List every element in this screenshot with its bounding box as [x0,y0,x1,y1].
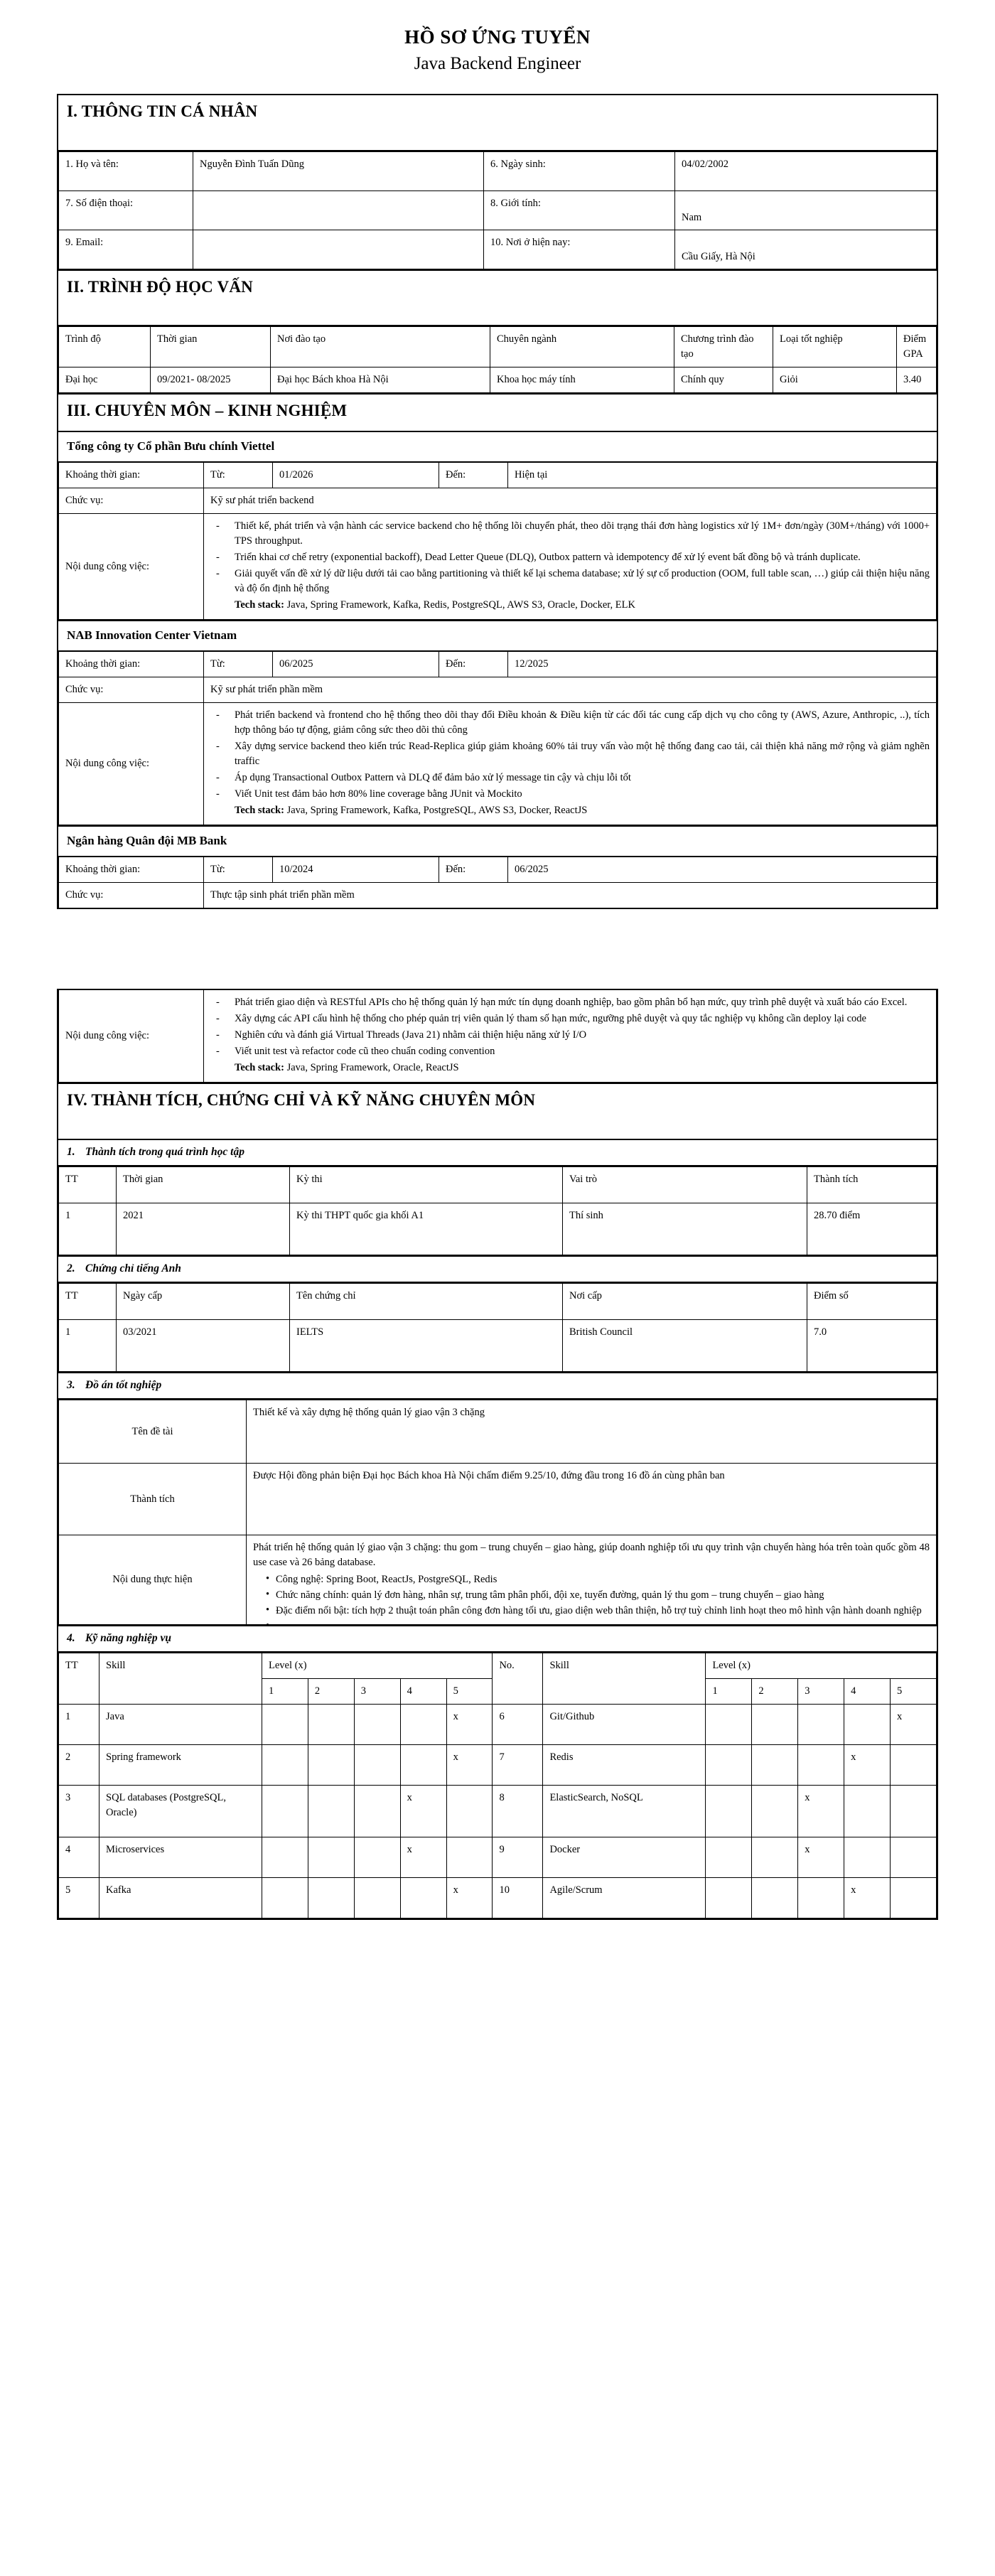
subsection-1-heading [58,1140,937,1166]
skill-name-2: Agile/Scrum [543,1878,706,1918]
tech-stack-label: Tech stack: [235,599,284,611]
subsection-1-number: 1. [67,1146,75,1159]
table-row [59,1203,937,1255]
list-item: - Viết unit test và refactor code cũ theo chuẩn coding convention [210,1044,930,1059]
from-value: 06/2025 [273,652,439,677]
page-subtitle: Java Backend Engineer [414,53,581,73]
to-label: Đến: [439,857,508,883]
gender-value: Nam [675,190,937,230]
skill-level-4: x [400,1786,446,1837]
col-level: Trình độ [59,327,151,367]
edu-grade: Giỏi [773,367,897,393]
skill-name: Kafka [100,1878,262,1918]
list-item: - Xây dựng service backend theo kiến trúc Read-Replica giúp giảm khoảng 60% tải truy vấn vào một hệ thống đang cao tải, cải thiện khả năng mở rộng và giảm nghẽn traffic [210,739,930,769]
table-row [59,1878,937,1918]
achievements-table [58,1166,937,1255]
skill-tt: 3 [59,1786,100,1837]
thesis-achievement-value: Được Hội đồng phản biện Đại học Bách khoa Hà Nội chấm điểm 9.25/10, đứng đầu trong 16 đồ án cùng phân ban [247,1464,937,1535]
list-item: - Thiết kế, phát triển và vận hành các service backend cho hệ thống lõi chuyển phát, theo dõi trạng thái đơn hàng logistics xử lý 1M+ đơn/ngày (30M+/tháng) với 1000+ TPS throughput. [210,519,930,549]
table-row [59,151,937,190]
position-label: Chức vụ: [59,883,204,908]
position-label: Chức vụ: [59,677,204,703]
edu-level: Đại học [59,367,151,393]
col-level-3: 3 [354,1679,400,1705]
position-value: Kỹ sư phát triển backend [204,488,937,514]
experience-table-viettel [58,462,937,620]
skill2-level-4 [844,1705,891,1745]
skill-level-2 [308,1837,354,1878]
skill-level-4: x [400,1837,446,1878]
tech-stack-label: Tech stack: [235,1062,284,1074]
table-header-row [59,1284,937,1320]
skill2-level-5: x [891,1705,937,1745]
section-personal-info [57,94,938,271]
list-item: - Áp dụng Transactional Outbox Pattern và DLQ để đảm bảo xử lý message tin cậy và chịu lỗi tốt [210,771,930,785]
period-label: Khoảng thời gian: [59,857,204,883]
duties-label: Nội dung công việc: [59,703,204,825]
page-title: HỒ SƠ ỨNG TUYỂN [404,26,591,48]
list-item: - Giải quyết vấn đề xử lý dữ liệu dưới tải cao bằng partitioning và thiết kế lại schema database; xử lý sự cố production (OOM, full table scan, …) giúp cải thiện hiệu năng và độ ổn định hệ thống [210,567,930,596]
to-value: 12/2025 [508,652,937,677]
duties-value [204,514,937,620]
dob-label: 6. Ngày sinh: [484,151,675,190]
col-level-4: 4 [400,1679,446,1705]
to-value: 06/2025 [508,857,937,883]
section-1-heading: I. THÔNG TIN CÁ NHÂN [58,95,937,151]
skill-level-4 [400,1745,446,1786]
col-level-2: 2 [308,1679,354,1705]
skill2-level-5 [891,1837,937,1878]
section-4-heading: IV. THÀNH TÍCH, CHỨNG CHỈ VÀ KỸ NĂNG CHUYÊN MÔN [58,1084,937,1140]
skill-name-2: ElasticSearch, NoSQL [543,1786,706,1837]
col-date: Ngày cấp [117,1284,290,1320]
edu-place: Đại học Bách khoa Hà Nội [271,367,490,393]
skill-level-3 [354,1745,400,1786]
list-item: • Đặc điểm nổi bật: tích hợp 2 thuật toán phân công đơn hàng tối ưu, giao diện web thân thiện, hỗ trợ tuỳ chỉnh linh hoạt theo mô hình vận hành doanh nghiệp [266,1604,930,1619]
table-row [59,1705,937,1745]
table-header-row [59,1653,937,1679]
company-name-nab: NAB Innovation Center Vietnam [58,620,937,651]
skill2-level-1 [706,1705,752,1745]
skill-name: SQL databases (PostgreSQL, Oracle) [100,1786,262,1837]
skill-name-2: Redis [543,1745,706,1786]
col-level-5: 5 [446,1679,493,1705]
edu-major: Khoa học máy tính [490,367,674,393]
name-label: 1. Họ và tên: [59,151,193,190]
col-tt: TT [59,1653,100,1705]
skill2-level-3 [798,1878,844,1918]
to-value: Hiện tại [508,463,937,488]
subsection-1-title: Thành tích trong quá trình học tập [85,1146,244,1159]
from-value: 10/2024 [273,857,439,883]
list-item: - Triển khai cơ chế retry (exponential backoff), Dead Letter Queue (DLQ), Outbox pattern và idempotency để xử lý event bất đồng bộ và tránh duplicate. [210,550,930,565]
cert-date: 03/2021 [117,1320,290,1372]
table-row [59,190,937,230]
skill2-level-1 [706,1878,752,1918]
document-header [0,0,995,75]
table-row [59,1464,937,1535]
col2-level-4: 4 [844,1679,891,1705]
section-3-heading: III. CHUYÊN MÔN – KINH NGHIỆM [58,395,937,432]
thesis-topic-label: Tên đề tài [59,1400,247,1464]
section-achievements [57,1084,938,1920]
tech-stack [210,1061,930,1075]
ach-result: 28.70 điểm [807,1203,937,1255]
skill-level-3 [354,1837,400,1878]
company-name-viettel: Tổng công ty Cổ phần Bưu chính Viettel [58,432,937,462]
skill-level-2 [308,1705,354,1745]
skill-tt: 1 [59,1705,100,1745]
edu-gpa: 3.40 [897,367,937,393]
period-label: Khoảng thời gian: [59,463,204,488]
to-label: Đến: [439,463,508,488]
cert-issuer: British Council [563,1320,807,1372]
cert-tt: 1 [59,1320,117,1372]
skill-level-5 [446,1837,493,1878]
col-cert-name: Tên chứng chỉ [290,1284,563,1320]
position-value: Kỹ sư phát triển phần mềm [204,677,937,703]
from-label: Từ: [204,857,273,883]
skill-level-3 [354,1786,400,1837]
skill-name: Spring framework [100,1745,262,1786]
skill-level-2 [308,1786,354,1837]
company-name-mbbank: Ngân hàng Quân đội MB Bank [58,825,937,857]
skill2-level-1 [706,1745,752,1786]
ach-exam: Kỳ thi THPT quốc gia khối A1 [290,1203,563,1255]
position-label: Chức vụ: [59,488,204,514]
certificates-table [58,1283,937,1372]
skill-level-2 [308,1745,354,1786]
skill-level-5 [446,1786,493,1837]
duties-value [204,703,937,825]
thesis-content-label: Nội dung thực hiện [59,1535,247,1625]
skill2-level-1 [706,1786,752,1837]
skill-level-5: x [446,1878,493,1918]
skill2-level-4 [844,1837,891,1878]
table-row [59,677,937,703]
skill2-level-2 [752,1705,798,1745]
skill2-level-1 [706,1837,752,1878]
section-experience [57,395,938,909]
skill2-level-4 [844,1786,891,1837]
from-label: Từ: [204,652,273,677]
table-row [59,1320,937,1372]
skill-level-1 [262,1745,308,1786]
skills-table-body [59,1705,937,1918]
skill-level-1 [262,1786,308,1837]
skill-name: Microservices [100,1837,262,1878]
skill2-level-4: x [844,1878,891,1918]
subsection-3-heading [58,1372,937,1400]
skill2-level-2 [752,1878,798,1918]
skill-level-3 [354,1705,400,1745]
subsection-4-heading [58,1625,937,1653]
list-item: - Phát triển backend và frontend cho hệ thống theo dõi thay đổi Điều khoản & Điều kiện từ các đối tác cung cấp dịch vụ cho công ty (AWS, Azure, Anthropic, ..), tích hợp thông báo tự động, giảm công sức theo dõi thủ công [210,708,930,738]
ach-tt: 1 [59,1203,117,1255]
skill-level-4 [400,1705,446,1745]
col-gpa: Điểm GPA [897,327,937,367]
subsection-4-title: Kỹ năng nghiệp vụ [85,1632,172,1645]
skill2-level-2 [752,1786,798,1837]
section-experience-continued [57,989,938,1084]
skill-name: Java [100,1705,262,1745]
from-value: 01/2026 [273,463,439,488]
ach-role: Thí sinh [563,1203,807,1255]
list-item: - Viết Unit test đảm bảo hơn 80% line coverage bằng JUnit và Mockito [210,787,930,802]
col-score: Điểm số [807,1284,937,1320]
skill-name-2: Git/Github [543,1705,706,1745]
personal-info-table [58,151,937,269]
table-row [59,703,937,825]
from-label: Từ: [204,463,273,488]
tech-stack [210,598,930,613]
duties-label: Nội dung công việc: [59,514,204,620]
table-row [59,1745,937,1786]
table-row [59,857,937,883]
thesis-content-value [247,1535,937,1625]
tech-stack-value: Java, Spring Framework, Kafka, PostgreSQL, AWS S3, Docker, ReactJS [284,805,588,817]
skill-level-2 [308,1878,354,1918]
table-header-row [59,1167,937,1203]
col-role: Vai trò [563,1167,807,1203]
skill-tt: 5 [59,1878,100,1918]
section-education [57,271,938,395]
page-break-gap [0,909,995,989]
subsection-4-number: 4. [67,1632,75,1645]
col-issuer: Nơi cấp [563,1284,807,1320]
gender-label: 8. Giới tính: [484,190,675,230]
skill-level-1 [262,1837,308,1878]
col-level-group: Level (x) [262,1653,493,1679]
table-row [59,1535,937,1625]
ach-time: 2021 [117,1203,290,1255]
table-row [59,990,937,1083]
email-value [193,230,484,269]
list-item: - Nghiên cứu và đánh giá Virtual Threads (Java 21) nhằm cải thiện hiệu năng xử lý I/O [210,1028,930,1043]
col-level-1: 1 [262,1679,308,1705]
col-exam: Kỳ thi [290,1167,563,1203]
subsection-2-title: Chứng chỉ tiếng Anh [85,1262,181,1275]
col2-level-2: 2 [752,1679,798,1705]
skill-level-3 [354,1878,400,1918]
col-tt: TT [59,1167,117,1203]
phone-value [193,190,484,230]
table-row [59,883,937,908]
duties-value [204,990,937,1083]
col-tt: TT [59,1284,117,1320]
experience-table-mbbank [58,857,937,908]
email-label: 9. Email: [59,230,193,269]
skill-no: 6 [493,1705,543,1745]
duties-list [210,708,930,818]
phone-label: 7. Số điện thoại: [59,190,193,230]
skill-level-1 [262,1878,308,1918]
col-grade: Loại tốt nghiệp [773,327,897,367]
col-time: Thời gian [117,1167,290,1203]
skill-no: 7 [493,1745,543,1786]
address-value: Cầu Giấy, Hà Nội [675,230,937,269]
table-row [59,1786,937,1837]
thesis-topic-value: Thiết kế và xây dựng hệ thống quản lý giao vận 3 chặng [247,1400,937,1464]
tech-stack-value: Java, Spring Framework, Kafka, Redis, PostgreSQL, AWS S3, Oracle, Docker, ELK [284,599,635,611]
subsection-3-number: 3. [67,1379,75,1392]
thesis-bullet-list [253,1572,930,1619]
table-row [59,514,937,620]
skill2-level-3: x [798,1837,844,1878]
col-skill: Skill [100,1653,262,1705]
skills-table [58,1653,937,1918]
skill2-level-3: x [798,1786,844,1837]
subsection-2-heading [58,1255,937,1283]
tech-stack-label: Tech stack: [235,805,284,817]
experience-table-mbbank-duties [58,990,937,1083]
skill2-level-5 [891,1745,937,1786]
subsection-2-number: 2. [67,1262,75,1275]
skill2-level-4: x [844,1745,891,1786]
table-row [59,1400,937,1464]
col2-level-5: 5 [891,1679,937,1705]
col2-level-1: 1 [706,1679,752,1705]
list-item: - Xây dựng các API cấu hình hệ thống cho phép quản trị viên quản lý tham số hạn mức, ngưỡng phê duyệt và quy tắc nghiệp vụ không cần deploy lại code [210,1011,930,1026]
to-label: Đến: [439,652,508,677]
skill-level-5: x [446,1705,493,1745]
col-time: Thời gian [151,327,271,367]
cert-score: 7.0 [807,1320,937,1372]
duties-list [210,995,930,1075]
edu-program: Chính quy [674,367,773,393]
table-row [59,488,937,514]
table-row [59,1837,937,1878]
col-place: Nơi đào tạo [271,327,490,367]
section-2-heading: II. TRÌNH ĐỘ HỌC VẤN [58,271,937,327]
education-table [58,326,937,393]
table-row [59,463,937,488]
skill-level-5: x [446,1745,493,1786]
skill-tt: 4 [59,1837,100,1878]
skill2-level-2 [752,1745,798,1786]
tech-stack-value: Java, Spring Framework, Oracle, ReactJS [284,1062,459,1074]
skill-no: 8 [493,1786,543,1837]
list-item: • Công nghệ: Spring Boot, ReactJs, PostgreSQL, Redis [266,1572,930,1587]
skill-name-2: Docker [543,1837,706,1878]
duties-list [210,519,930,613]
skill-no: 9 [493,1837,543,1878]
skill-level-1 [262,1705,308,1745]
skill-level-4 [400,1878,446,1918]
period-label: Khoảng thời gian: [59,652,204,677]
address-label: 10. Nơi ở hiện nay: [484,230,675,269]
table-row [59,367,937,393]
skill2-level-5 [891,1786,937,1837]
list-item: • Chức năng chính: quản lý đơn hàng, nhân sự, trung tâm phân phối, đội xe, tuyến đường, quản lý thu gom – trung chuyển – giao hàng [266,1588,930,1603]
skill2-level-3 [798,1705,844,1745]
col-major: Chuyên ngành [490,327,674,367]
table-row [59,652,937,677]
skill2-level-2 [752,1837,798,1878]
col-result: Thành tích [807,1167,937,1203]
skill2-level-5 [891,1878,937,1918]
dob-value: 04/02/2002 [675,151,937,190]
table-header-row [59,327,937,367]
edu-time: 09/2021- 08/2025 [151,367,271,393]
tech-stack [210,803,930,818]
col-level-group-2: Level (x) [706,1653,937,1679]
skill-no: 10 [493,1878,543,1918]
col2-level-3: 3 [798,1679,844,1705]
skill-tt: 2 [59,1745,100,1786]
subsection-3-title: Đồ án tốt nghiệp [85,1379,162,1392]
duties-label: Nội dung công việc: [59,990,204,1083]
thesis-achievement-label: Thành tích [59,1464,247,1535]
position-value: Thực tập sinh phát triển phần mềm [204,883,937,908]
cert-name: IELTS [290,1320,563,1372]
col-no: No. [493,1653,543,1705]
thesis-intro: Phát triển hệ thống quản lý giao vận 3 chặng: thu gom – trung chuyển – giao hàng, giúp doanh nghiệp tối ưu quy trình vận chuyển hàng hóa trên toàn quốc gồm 48 use case và 26 bảng database. [253,1542,930,1569]
thesis-table [58,1400,937,1625]
experience-table-nab [58,651,937,825]
skill2-level-3 [798,1745,844,1786]
list-item: - Phát triển giao diện và RESTful APIs cho hệ thống quản lý hạn mức tín dụng doanh nghiệp, bao gồm phân bổ hạn mức, quy trình phê duyệt và xuất báo cáo Excel. [210,995,930,1010]
col-skill-2: Skill [543,1653,706,1705]
table-row [59,230,937,269]
col-program: Chương trình đào tạo [674,327,773,367]
name-value: Nguyễn Đình Tuấn Dũng [193,151,484,190]
